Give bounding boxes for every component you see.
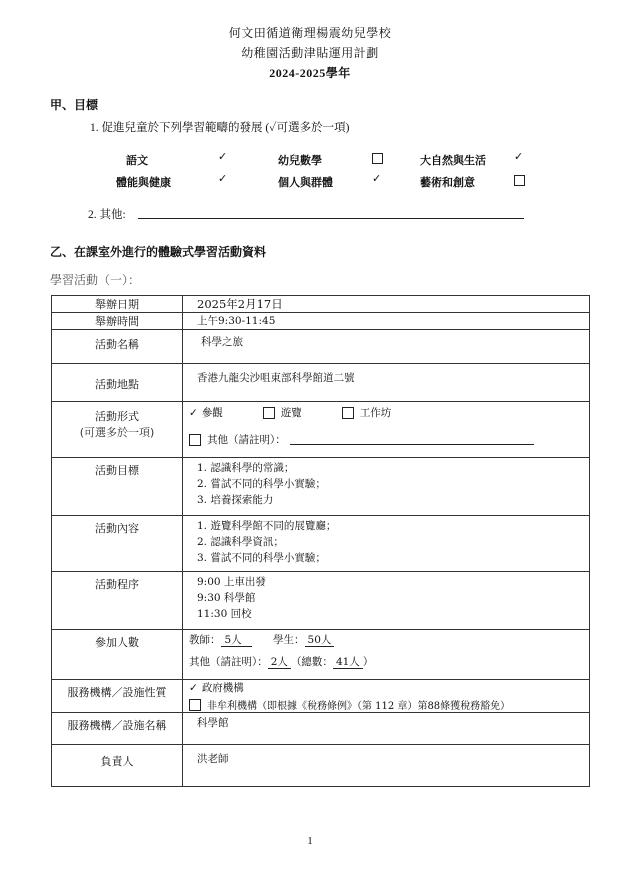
list-item: 11:30 回校 [197,608,252,620]
people-line-1: 教師： 5人 學生： 50人 [189,630,589,648]
school-name: 何文田循道衛理楊震幼兒學校 [228,26,392,40]
question-2: 2. 其他: [88,209,126,221]
table-row [52,458,590,516]
format-other [189,420,589,447]
skill-item [420,152,486,168]
procedure-label: 活動程序 [52,572,183,630]
format-option-label: 工作坊 [359,407,392,419]
org-name-value: 科學館 [183,713,590,745]
list-item: 2. 認識科學資訊； [197,536,284,548]
checkbox-icon[interactable] [189,434,201,446]
check-icon: ✓ [218,150,228,163]
skill-label: 大自然與生活 [420,154,486,167]
org-type-label: 服務機構／設施性質 [52,680,183,713]
skill-label: 語文 [126,154,148,167]
table-row [52,680,590,713]
list-item: 9:30 科學館 [197,592,256,604]
section-a-title: 甲、目標 [50,98,99,112]
check-icon: ✓ [372,172,382,185]
checkbox-icon [372,153,383,164]
list-item: 1. 認識科學的常識； [197,462,295,474]
check-icon: ✓ [514,150,524,163]
list-item: 3. 嘗試不同的科學小實驗； [197,552,326,564]
check-icon: ✓ [218,172,228,185]
checkbox-icon[interactable] [342,407,354,419]
name-label: 活動名稱 [52,330,183,364]
people-value [183,630,590,680]
skill-item [278,174,333,190]
table-row [52,296,590,313]
format-label: 活動形式 (可選多於一項) [52,402,183,458]
skill-label: 個人與群體 [278,176,333,189]
check-icon: ✓ [189,681,198,694]
place-label: 活動地點 [52,364,183,402]
list-item: 2. 嘗試不同的科學小實驗； [197,478,326,490]
skill-grid [110,150,540,194]
format-options [189,402,589,420]
activity-title: 學習活動（一）： [50,273,141,287]
place-value: 香港九龍尖沙咀東部科學館道二號 [183,364,590,402]
list-item: 3. 培養探索能力 [197,494,274,506]
page-number: 1 [307,835,313,847]
date-value: 2025年2月17日 [183,296,590,313]
name-value: 科學之旅 [183,330,590,364]
format-option-label: 遊覽 [280,407,302,419]
skill-item [278,152,322,168]
question-1: 1. 促進兒童於下列學習範疇的發展 (✓可選多於一項) [90,122,350,134]
table-row [52,713,590,745]
table-row [52,364,590,402]
date-label: 舉辦日期 [52,296,183,313]
list-item: 1. 遊覽科學館不同的展覽廳； [197,520,337,532]
person-label: 負責人 [52,745,183,787]
org-type-option: 非牟利機構（即根據《稅務條例》（第 112 章）第88條獲稅務豁免） [189,695,589,712]
table-row [52,313,590,330]
format-other-label: 其他（請註明）： [207,434,286,446]
person-value: 洪老師 [183,745,590,787]
people-label: 參加人數 [52,630,183,680]
format-other-line[interactable] [290,434,534,445]
table-row [52,330,590,364]
table-row [52,402,590,458]
goal-value [183,458,590,516]
skill-item [126,152,148,168]
skill-label: 藝術和創意 [420,176,475,189]
checkbox-icon [514,175,525,186]
table-row [52,630,590,680]
table-row [52,516,590,572]
table-row [52,572,590,630]
skill-label: 幼兒數學 [278,154,322,167]
content-value [183,516,590,572]
time-value: 上午9:30-11:45 [183,313,590,330]
checkbox-icon[interactable] [263,407,275,419]
skill-label: 體能與健康 [116,176,171,189]
org-type-value [183,680,590,713]
activity-info-table [51,295,590,787]
list-item: 9:00 上車出發 [197,576,266,588]
org-name-label: 服務機構／設施名稱 [52,713,183,745]
time-label: 舉辦時間 [52,313,183,330]
table-row [52,745,590,787]
format-value [183,402,590,458]
skill-item [420,174,475,190]
check-icon: ✓ [189,406,198,419]
skill-item [116,174,171,190]
other-answer-line[interactable] [138,218,524,219]
plan-title: 幼稚園活動津貼運用計劃 [241,46,379,60]
section-b-title: 乙、在課室外進行的體驗式學習活動資料 [50,245,267,259]
format-option-label: 參觀 [201,407,223,419]
content-label: 活動內容 [52,516,183,572]
checkbox-icon[interactable] [189,699,201,711]
people-line-2: 其他（請註明）： 2人 （總數： 41人 ） [189,656,374,668]
goal-label: 活動目標 [52,458,183,516]
org-type-option: ✓ 政府機構 [189,681,244,694]
procedure-value [183,572,590,630]
school-year: 2024-2025學年 [269,66,351,80]
